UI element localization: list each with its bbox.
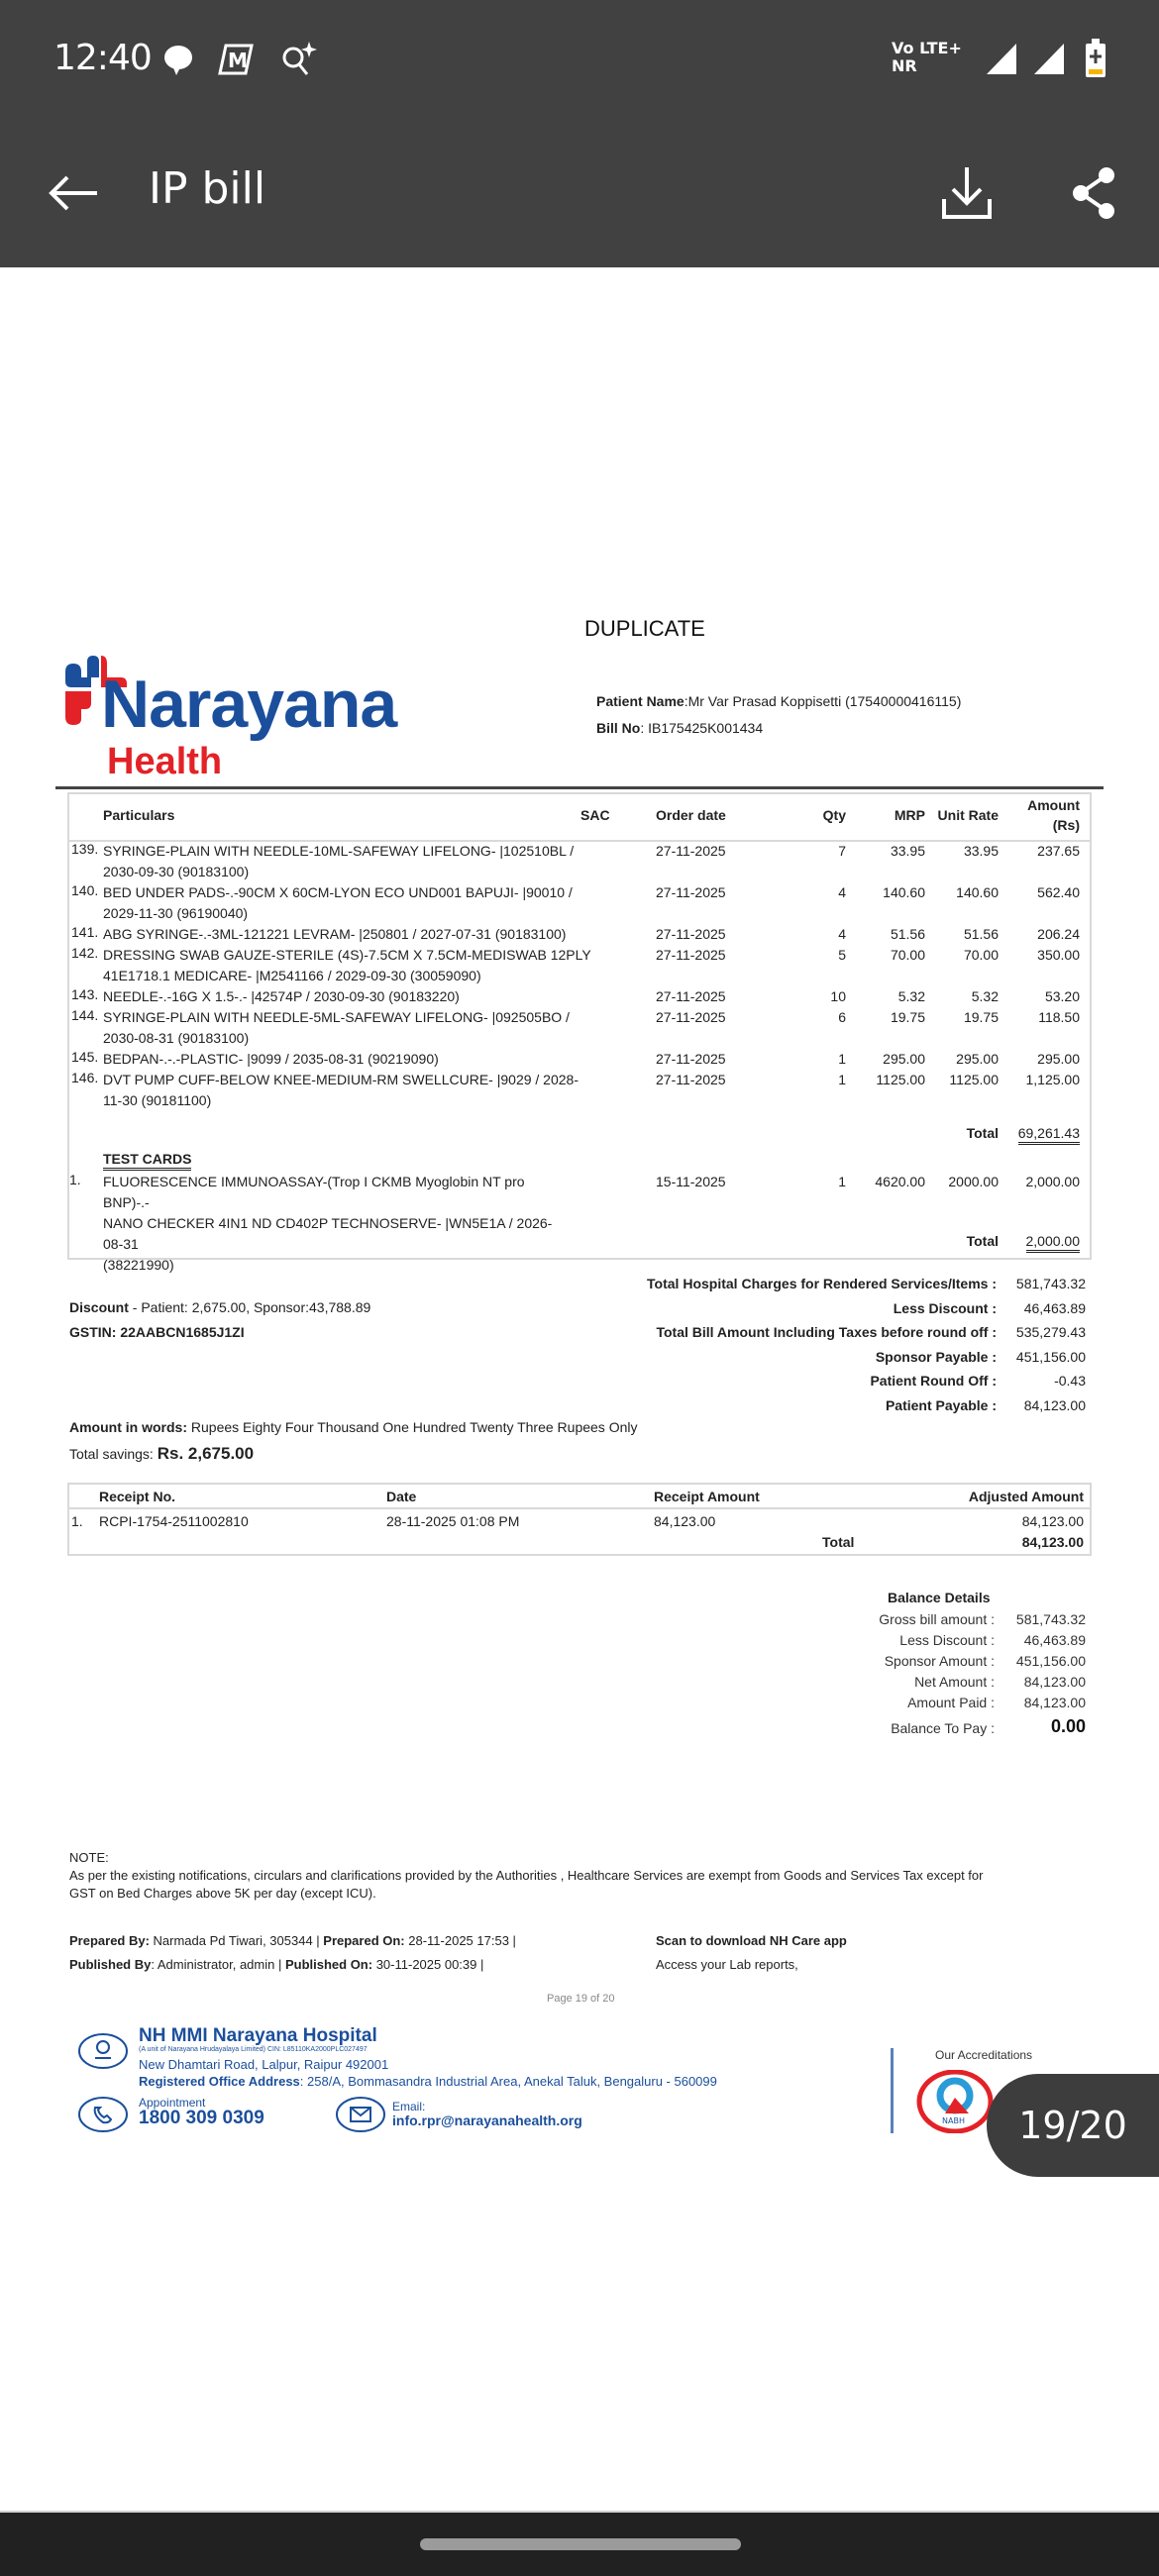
signal-icon	[1032, 42, 1066, 75]
amount-in-words-value: Rupees Eighty Four Thousand One Hundred Twenty Three Rupees Only	[187, 1419, 638, 1435]
col-amount-line1: Amount	[1027, 797, 1080, 813]
item-qty: 1	[838, 1072, 846, 1087]
scan-title: Scan to download NH Care app	[656, 1933, 847, 1948]
col-unit-rate: Unit Rate	[937, 807, 999, 823]
item-unit-rate: 51.56	[963, 926, 999, 942]
amount-in-words-label: Amount in words:	[69, 1419, 187, 1435]
gstin: GSTIN: 22AABCN1685J1ZI	[69, 1324, 245, 1340]
item-description-line2: 2029-11-30 (96190040)	[103, 905, 249, 921]
email-value[interactable]: info.rpr@narayanahealth.org	[392, 2112, 582, 2128]
item-description-line1: BED UNDER PADS-.-90CM X 60CM-LYON ECO UND001 BAPUJI- |90010 /	[103, 884, 573, 900]
item-number: 143.	[71, 986, 99, 1002]
bill-no-value: : IB175425K001434	[640, 720, 764, 736]
item-description	[103, 924, 569, 945]
amount-in-words	[69, 1419, 638, 1435]
narayana-logo	[61, 654, 458, 782]
receipts-header-divider	[69, 1507, 1090, 1509]
network-bottom-label: NR	[892, 56, 917, 75]
item-qty: 4	[838, 884, 846, 900]
item-qty: 1	[838, 1051, 846, 1067]
item-unit-rate: 295.00	[956, 1051, 999, 1067]
test-cards-heading-text: TEST CARDS	[103, 1151, 191, 1171]
summary-label: Sponsor Payable :	[875, 1349, 997, 1365]
item-description	[103, 882, 573, 924]
balance-label: Sponsor Amount :	[884, 1653, 995, 1669]
item-description	[103, 1070, 579, 1111]
item-qty: 10	[830, 988, 846, 1004]
item-mrp: 1125.00	[876, 1072, 925, 1087]
receipt-col-no: Receipt No.	[99, 1489, 176, 1504]
receipt-col-date: Date	[386, 1489, 417, 1504]
balance-value: 84,123.00	[1023, 1695, 1086, 1710]
test-cards-total-label: Total	[966, 1233, 999, 1249]
item-number: 139.	[71, 841, 99, 857]
item-number: 141.	[71, 924, 99, 940]
summary-label: Total Hospital Charges for Rendered Services/Items :	[647, 1276, 997, 1291]
item-description	[103, 841, 575, 882]
item-qty: 5	[838, 947, 846, 963]
item-qty: 4	[838, 926, 846, 942]
item-description-line1: SYRINGE-PLAIN WITH NEEDLE-10ML-SAFEWAY LIFELONG- |102510BL /	[103, 843, 575, 859]
col-order-date: Order date	[656, 807, 726, 823]
receipts-total-value: 84,123.00	[1021, 1534, 1084, 1550]
item-amount: 1,125.00	[1025, 1072, 1080, 1087]
network-top-label: Vo LTE+	[892, 39, 962, 57]
share-button[interactable]	[1064, 158, 1123, 228]
download-button[interactable]	[937, 158, 997, 228]
section-total-label: Total	[966, 1125, 999, 1141]
col-mrp: MRP	[894, 807, 925, 823]
appointment-number[interactable]: 1800 309 0309	[139, 2108, 264, 2128]
item-mrp: 19.75	[890, 1009, 925, 1025]
section-total-amount: 69,261.43	[1018, 1125, 1080, 1145]
bill-document	[0, 267, 1159, 2511]
total-savings-label: Total savings:	[69, 1446, 158, 1462]
item-qty: 7	[838, 843, 846, 859]
accreditations-label: Our Accreditations	[935, 2048, 1033, 2062]
item-description-line2: 2030-08-31 (90183100)	[103, 1030, 250, 1046]
summary-value: 581,743.32	[1015, 1276, 1086, 1291]
discount-value: - Patient: 2,675.00, Sponsor:43,788.89	[128, 1299, 371, 1315]
summary-value: 535,279.43	[1015, 1324, 1086, 1340]
item-number: 140.	[71, 882, 99, 898]
item-unit-rate: 1125.00	[949, 1072, 999, 1087]
item-description-line2: 41E1718.1 MEDICARE- |M2541166 / 2029-09-30 (30059090)	[103, 968, 481, 983]
item-mrp: 140.60	[883, 884, 925, 900]
bill-number	[596, 720, 763, 736]
home-gesture-handle[interactable]	[420, 2538, 741, 2550]
balance-label: Less Discount :	[899, 1632, 995, 1648]
item-order-date: 27-11-2025	[656, 926, 726, 942]
footer-divider	[891, 2048, 894, 2133]
note-line2: GST on Bed Charges above 5K per day (except ICU).	[69, 1886, 376, 1901]
total-savings	[69, 1444, 254, 1464]
prepared-on-label: Prepared On:	[323, 1933, 405, 1948]
hospital-unit-line: (A unit of Narayana Hrudayalaya Limited) CIN: L85110KA2000PLC027497	[139, 2046, 368, 2053]
share-icon	[1069, 165, 1118, 221]
test-card-line1: FLUORESCENCE IMMUNOASSAY-(Trop I CKMB Myoglobin NT pro BNP)-.-	[103, 1174, 525, 1210]
item-amount: 295.00	[1037, 1051, 1080, 1067]
item-description-line1: ABG SYRINGE-.-3ML-121221 LEVRAM- |250801 / 2027-07-31 (90183100)	[103, 926, 567, 942]
item-description	[103, 945, 591, 986]
item-description-line1: DVT PUMP CUFF-BELOW KNEE-MEDIUM-RM SWELLCURE- |9029 / 2028-	[103, 1072, 579, 1087]
prepared-by-label: Prepared By:	[69, 1933, 150, 1948]
page-title: IP bill	[149, 163, 266, 214]
item-mrp: 51.56	[890, 926, 925, 942]
item-number: 145.	[71, 1049, 99, 1065]
hospital-name: NH MMI Narayana Hospital	[139, 2025, 377, 2046]
test-card-amount: 2,000.00	[1025, 1174, 1080, 1189]
published-on-value: 30-11-2025 00:39 |	[372, 1957, 484, 1972]
item-unit-rate: 5.32	[971, 988, 999, 1004]
item-description-line2: 11-30 (90181100)	[103, 1092, 212, 1108]
col-amount	[1001, 795, 1080, 835]
location-pin-icon	[77, 2032, 129, 2070]
item-order-date: 27-11-2025	[656, 884, 726, 900]
search-sparkle-icon	[279, 40, 319, 77]
published-by-value: : Administrator, admin |	[151, 1957, 285, 1972]
summary-label: Patient Payable :	[885, 1397, 997, 1413]
hospital-address: New Dhamtari Road, Lalpur, Raipur 492001	[139, 2057, 389, 2072]
battery-charging-icon	[1084, 38, 1107, 79]
item-description-line2: 2030-09-30 (90183100)	[103, 864, 250, 879]
balance-label: Net Amount :	[914, 1674, 995, 1690]
summary-label: Patient Round Off :	[870, 1373, 997, 1389]
test-card-description	[103, 1172, 569, 1276]
system-nav-bar	[0, 2511, 1159, 2576]
logo-name: Narayana	[101, 667, 397, 742]
published-by-label: Published By	[69, 1957, 152, 1972]
back-button[interactable]	[44, 158, 103, 228]
test-card-date: 15-11-2025	[656, 1174, 726, 1189]
col-sac: SAC	[580, 807, 610, 823]
nabh-seal-icon	[915, 2070, 995, 2133]
item-number: 144.	[71, 1007, 99, 1023]
item-mrp: 70.00	[890, 947, 925, 963]
item-order-date: 27-11-2025	[656, 1051, 726, 1067]
item-unit-rate: 70.00	[963, 947, 999, 963]
note-title: NOTE:	[69, 1850, 109, 1865]
receipt-date: 28-11-2025 01:08 PM	[386, 1513, 520, 1529]
item-amount: 53.20	[1044, 988, 1080, 1004]
registered-office-label: Registered Office Address	[139, 2074, 300, 2089]
item-order-date: 27-11-2025	[656, 843, 726, 859]
summary-value: 46,463.89	[1023, 1300, 1086, 1316]
item-mrp: 295.00	[883, 1051, 925, 1067]
prepared-on-value: 28-11-2025 17:53 |	[404, 1933, 516, 1948]
test-cards-total-value	[1001, 1231, 1080, 1252]
appointment-label: Appointment	[139, 2096, 206, 2110]
item-amount: 237.65	[1037, 843, 1080, 859]
item-order-date: 27-11-2025	[656, 988, 726, 1004]
summary-value: 451,156.00	[1015, 1349, 1086, 1365]
item-number: 146.	[71, 1070, 99, 1085]
receipt-amount: 84,123.00	[654, 1513, 716, 1529]
test-card-line2: NANO CHECKER 4IN1 ND CD402P TECHNOSERVE- |WN5E1A / 2026-08-31	[103, 1215, 553, 1252]
note-line1: As per the existing notifications, circulars and clarifications provided by the Authorities , Healthcare Services are exempt from Goods and Services Tax except for	[69, 1868, 984, 1883]
balance-value: 84,123.00	[1023, 1674, 1086, 1690]
item-unit-rate: 140.60	[956, 884, 999, 900]
item-description-line1: DRESSING SWAB GAUZE-STERILE (4S)-7.5CM X 7.5CM-MEDISWAB 12PLY	[103, 947, 591, 963]
test-card-line3: (38221990)	[103, 1257, 174, 1273]
item-qty: 6	[838, 1009, 846, 1025]
email-label: Email:	[392, 2100, 426, 2113]
balance-to-pay-label: Balance To Pay :	[891, 1720, 995, 1736]
test-card-qty: 1	[838, 1174, 846, 1189]
top-bar	[0, 0, 1159, 267]
col-amount-line2: (Rs)	[1052, 817, 1080, 833]
header-divider	[55, 786, 1104, 789]
col-qty: Qty	[822, 807, 846, 823]
signal-icon	[985, 42, 1018, 75]
receipts-total-label: Total	[822, 1534, 855, 1550]
svg-text:M: M	[228, 49, 248, 72]
item-description-line1: SYRINGE-PLAIN WITH NEEDLE-5ML-SAFEWAY LIFELONG- |092505BO /	[103, 1009, 570, 1025]
item-description	[103, 1007, 569, 1049]
balance-heading: Balance Details	[888, 1590, 991, 1605]
published-info	[69, 1957, 483, 1972]
test-card-rate: 2000.00	[948, 1174, 999, 1189]
item-mrp: 5.32	[897, 988, 925, 1004]
nabh-seal-text: NABH	[942, 2116, 965, 2125]
balance-label: Gross bill amount :	[879, 1611, 995, 1627]
item-order-date: 27-11-2025	[656, 1072, 726, 1087]
phone-icon	[77, 2096, 129, 2133]
page-number: Page 19 of 20	[547, 1993, 615, 2005]
item-amount: 350.00	[1037, 947, 1080, 963]
item-unit-rate: 33.95	[963, 843, 999, 859]
test-cards-total-amount: 2,000.00	[1026, 1233, 1081, 1253]
col-particulars: Particulars	[103, 807, 175, 823]
item-description-line1: BEDPAN-.-.-PLASTIC- |9099 / 2035-08-31 (90219090)	[103, 1051, 439, 1067]
balance-value: 581,743.32	[1015, 1611, 1086, 1627]
email-icon	[335, 2096, 386, 2133]
summary-label: Total Bill Amount Including Taxes before round off :	[656, 1324, 997, 1340]
patient-name-label: Patient Name	[596, 693, 685, 709]
scan-subtitle: Access your Lab reports,	[656, 1957, 798, 1972]
item-description-line1: NEEDLE-.-16G X 1.5-.- |42574P / 2030-09-30 (90183220)	[103, 988, 460, 1004]
item-amount: 562.40	[1037, 884, 1080, 900]
patient-name	[596, 693, 961, 709]
chat-bubble-icon	[162, 44, 194, 77]
item-order-date: 27-11-2025	[656, 1009, 726, 1025]
patient-name-value: :Mr Var Prasad Koppisetti (17540000416115)	[684, 693, 962, 709]
section-total-value	[1001, 1123, 1080, 1144]
item-unit-rate: 19.75	[963, 1009, 999, 1025]
test-card-no: 1.	[69, 1172, 81, 1187]
logo-health: Health	[107, 741, 223, 782]
test-cards-heading	[103, 1151, 191, 1167]
receipt-col-adjusted: Adjusted Amount	[968, 1489, 1084, 1504]
receipt-adjusted: 84,123.00	[1021, 1513, 1084, 1529]
receipt-col-amount: Receipt Amount	[654, 1489, 760, 1504]
total-savings-value: Rs. 2,675.00	[157, 1444, 255, 1463]
registered-office	[139, 2074, 717, 2089]
download-icon	[941, 165, 993, 221]
m-app-icon	[216, 44, 258, 75]
summary-value: 84,123.00	[1023, 1397, 1086, 1413]
page-indicator: 19/20	[987, 2074, 1159, 2177]
summary-value: -0.43	[1054, 1373, 1086, 1389]
published-on-label: Published On:	[284, 1957, 373, 1972]
discount-info	[69, 1299, 370, 1315]
test-card-mrp: 4620.00	[875, 1174, 925, 1189]
bill-no-label: Bill No	[596, 720, 641, 736]
item-number: 142.	[71, 945, 99, 961]
balance-label: Amount Paid :	[907, 1695, 995, 1710]
item-amount: 118.50	[1038, 1009, 1080, 1025]
arrow-left-icon	[46, 171, 101, 215]
network-indicator	[892, 40, 962, 75]
registered-office-value: : 258/A, Bommasandra Industrial Area, Anekal Taluk, Bengaluru - 560099	[299, 2074, 717, 2089]
balance-value: 451,156.00	[1015, 1653, 1086, 1669]
prepared-info	[69, 1933, 516, 1948]
summary-label: Less Discount :	[893, 1300, 997, 1316]
prepared-by-value: Narmada Pd Tiwari, 305344 |	[149, 1933, 324, 1948]
item-description	[103, 986, 569, 1007]
receipt-index: 1.	[71, 1513, 83, 1529]
item-amount: 206.24	[1037, 926, 1080, 942]
status-time: 12:40	[53, 38, 152, 78]
discount-label: Discount	[69, 1299, 129, 1315]
item-description	[103, 1049, 569, 1070]
receipt-number: RCPI-1754-2511002810	[99, 1513, 249, 1529]
item-order-date: 27-11-2025	[656, 947, 726, 963]
duplicate-label: DUPLICATE	[584, 616, 705, 641]
balance-to-pay-value: 0.00	[1050, 1716, 1086, 1736]
balance-value: 46,463.89	[1023, 1632, 1086, 1648]
item-mrp: 33.95	[890, 843, 925, 859]
